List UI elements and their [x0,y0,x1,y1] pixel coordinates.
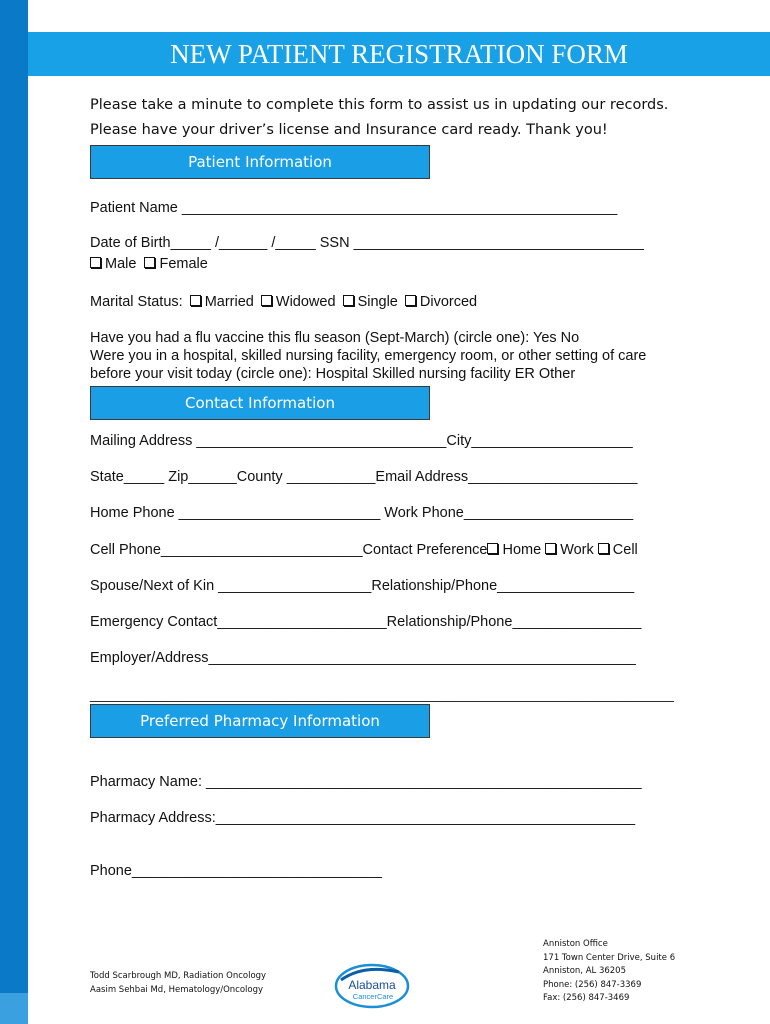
gender-options [90,256,208,272]
cell-pref-label: Cell [612,542,638,558]
form-title: NEW PATIENT REGISTRATION FORM [28,32,770,76]
intro-text [90,93,710,143]
office-name: Anniston Office [543,939,608,949]
intro-line-2: Please have your driver’s license and Insurance card ready. Thank you! [90,122,608,138]
married-checkbox[interactable] [190,295,201,306]
section-title: Contact Information [185,394,335,412]
divorced-label: Divorced [419,294,478,310]
physician-1: Todd Scarbrough MD, Radiation Oncology [90,971,267,981]
emergency-contact-field[interactable]: Emergency Contact_____________________Relationship/Phone________________ [90,614,642,630]
work-pref-checkbox[interactable] [545,543,556,554]
office-fax: Fax: (256) 847-3469 [543,993,630,1003]
pharmacy-name-field[interactable]: Pharmacy Name: ______________________________________________________ [90,774,642,790]
section-title: Preferred Pharmacy Information [140,712,380,730]
spouse-next-of-kin-field[interactable]: Spouse/Next of Kin ___________________Relationship/Phone_________________ [90,578,635,594]
logo-text-alabama: Alabama [348,978,396,992]
office-street: 171 Town Center Drive, Suite 6 [543,952,676,963]
section-contact-information [90,386,430,420]
facility-question-line-2: before your visit today (circle one): Hospital Skilled nursing facility ER Other [90,366,576,382]
home-work-phone-field[interactable]: Home Phone _________________________ Work Phone_____________________ [90,505,634,521]
male-label: Male [105,256,137,272]
female-label: Female [159,256,208,272]
office-contact [543,938,675,1006]
pharmacy-address-field[interactable]: Pharmacy Address:____________________________________________________ [90,810,636,826]
marital-status-row [90,294,477,310]
widowed-label: Widowed [275,294,336,310]
dob-ssn-field[interactable]: Date of Birth_____ /______ /_____ SSN ____________________________________ [90,235,644,251]
patient-name-field[interactable]: Patient Name ______________________________________________________ [90,200,618,216]
male-checkbox[interactable] [90,257,101,268]
intro-line-1: Please take a minute to complete this form to assist us in updating our records. [90,97,669,113]
married-label: Married [204,294,254,310]
home-pref-label: Home [502,542,542,558]
section-pharmacy-information [90,704,430,738]
side-stripe-accent [0,993,28,1024]
side-stripe [0,0,28,1024]
cell-phone-field[interactable]: Cell Phone_________________________Contact Preference [90,542,488,558]
logo-text-cancercare: CancerCare [352,992,394,1001]
physician-2: Aasim Sehbai Md, Hematology/Oncology [90,985,264,995]
section-title: Patient Information [188,153,332,171]
female-checkbox[interactable] [144,257,155,268]
widowed-checkbox[interactable] [261,295,272,306]
office-city: Anniston, AL 36205 [543,966,626,976]
single-checkbox[interactable] [343,295,354,306]
state-zip-email-field[interactable]: State_____ Zip______County ___________Email Address_____________________ [90,469,638,485]
pharmacy-phone-field[interactable]: Phone_______________________________ [90,863,382,879]
employer-address-continuation[interactable]: ___________________________________________________________________________ [90,686,674,702]
home-pref-checkbox[interactable] [487,543,498,554]
flu-vaccine-question: Have you had a flu vaccine this flu season (Sept-March) (circle one): Yes No [90,330,580,346]
divorced-checkbox[interactable] [405,295,416,306]
physician-list [90,969,266,997]
work-pref-label: Work [560,542,594,558]
cell-pref-checkbox[interactable] [598,543,609,554]
single-label: Single [357,294,398,310]
marital-status-label: Marital Status: [90,294,183,310]
section-patient-information [90,145,430,179]
mailing-address-field[interactable]: Mailing Address _______________________________City____________________ [90,433,633,449]
employer-address-field[interactable]: Employer/Address_____________________________________________________ [90,650,636,666]
alabama-cancer-care-logo [333,962,411,1010]
office-phone: Phone: (256) 847-3369 [543,979,642,990]
facility-question-line-1: Were you in a hospital, skilled nursing facility, emergency room, or other setting of care [90,348,647,364]
cell-phone-row [90,542,638,558]
